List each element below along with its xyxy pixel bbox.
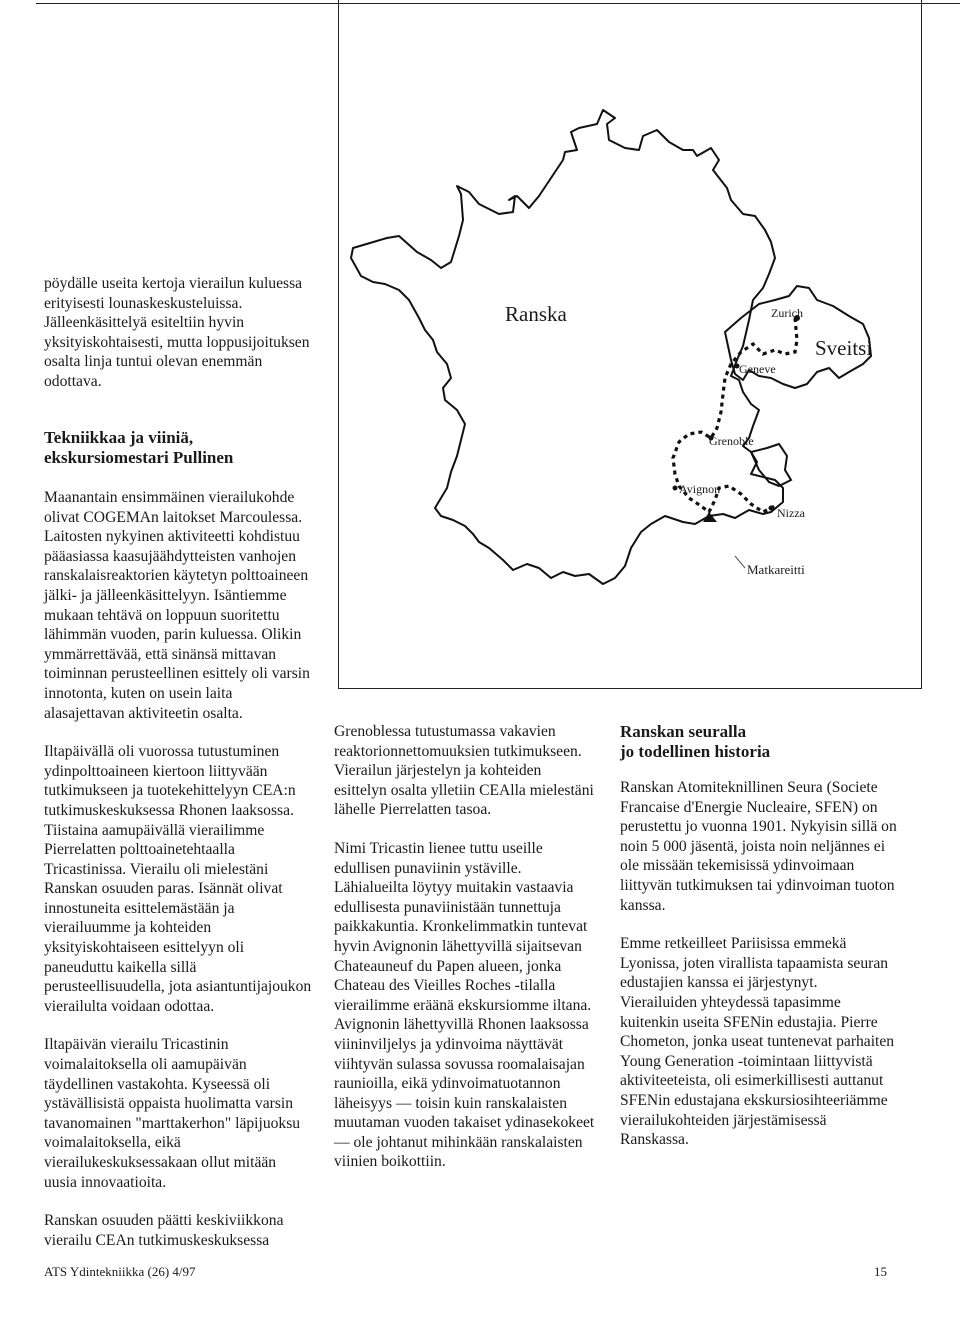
heading-line-2: ekskursiomestari Pullinen [44,448,234,467]
legend-leader [735,556,745,568]
heading-line-1: Ranskan seuralla [620,722,747,741]
middle-column [334,722,596,1172]
map-label-geneve: Geneve [739,362,776,376]
paragraph-grenoble: Grenoblessa tutustumassa vakavien reaktorionnettomuuksien tutkimukseen. Vierailun järjestelyn ja kohteiden esittelyn osalta ylletiin CEAlla mielestäni lähelle Pierrelatten tasoa. [334,723,594,819]
section1-body [44,488,312,1250]
map-label-zurich: Zurich [771,306,803,320]
map-legend-matkareitti: Matkareitti [747,562,805,577]
paragraph-sfen-meetings: Emme retkeilleet Pariisissa emmekä Lyonissa, joten virallista tapaamista seuran edustajien kanssa ei järjestynyt. Vierailuiden yhteydessä tapasimme kuitenkin useita SFENin edustajia. Pierre Chometon, jonka useat tuntenevat parhaiten Young Generation -toimintaan liittyvistä aktiviteeteista, oli esimerkillisesti auttanut SFENin edustajana ekskursiosihteeriämme vierailukohteiden järjestämisessä Ranskassa. [620,935,895,1149]
route-arrow-icon [703,512,717,522]
paragraph-tricastin: Iltapäivän vierailu Tricastinin voimalaitoksella oli aamupäivän täydellinen vastakohta. Kyseessä oli ystävällisistä oppaista huolimatta varsin tavanomainen "marttakerhon" läpijuoksu voimalaitoksella, eikä vierailukeskuksessakaan ollut mitään uusia innovaatioita. [44,1036,301,1191]
map-label-avignon: Avignon [679,482,721,496]
map-label-sveitsi: Sveitsi [815,336,873,360]
map-label-grenoble: Grenoble [709,434,754,448]
map-label-ranska: Ranska [505,302,567,326]
france-outline [351,110,783,584]
heading-line-1: Tekniikkaa ja viiniä, [44,428,194,447]
section-heading-tekniikkaa [44,428,324,468]
footer-publication: ATS Ydintekniikka (26) 4/97 [44,1264,196,1279]
paragraph-sfen: Ranskan Atomiteknillinen Seura (Societe Francaise d'Energie Nucleaire, SFEN) on perustettu jo vuonna 1901. Nykyisin sillä on noin 5 000 jäsentä, joista noin neljännes ei ole missään tekemisissä ydinvoimaan liittyvän tutkimuksen tai ydinvoiman tuoton kanssa. [620,779,897,914]
map-figure [338,0,922,689]
map-label-nizza: Nizza [777,506,805,520]
paragraph-tricastin-wine: Nimi Tricastin lienee tuttu useille edullisen punaviinin ystäville. Lähialueilta löytyy muitakin vastaavia edullisesta punaviinistään tunnettuja paikkakuntia. Kronkelimmatkin tuntevat hyvin Avignonin lähettyvillä sijaitsevan Chateauneuf du Papen alueen, jonka Chateau des Vieilles Roches -tilalla vierailimme eräänä ekskursiomme iltana. Avignonin lähettyvillä Rhonen laaksossa viininviljelys ja ydinvoima näyttävät viihtyvän sulassa sovussa roomalaisajan raunioilla, eikä ydinvoimatuotannon läheisyys — toisin kuin ranskalaisten muutaman vuoden takaiset ydinasekokeet — ole johtanut mihinkään ranskalaisten viinien boikottiin. [334,839,595,1171]
avignon-dot [673,486,678,491]
intro-paragraph-block [44,274,312,392]
paragraph-marcoule: Maanantain ensimmäinen vierailukohde olivat COGEMAn laitokset Marcoulessa. Laitosten nykyinen aktiviteetti kohdistuu pääasiassa kaasujäähdytteisten vanhojen ranskalaisreaktorien käytetyn polttoaineen jälki- ja jälleenkäsittelyyn. Isäntiemme mukaan tehtävä on loppuun suoritettu lähimmän vuoden, parin kuluessa. Olikin ymmärrettävää, että sinänsä mittavan toiminnan perusteellinen esittely oli varsin innotonta, kuten on usein laita alasajettavan aktiviteetin osalta. [44,489,310,722]
right-column [620,778,898,1150]
paragraph-closing: Ranskan osuuden päätti keskiviikkona vierailu CEAn tutkimuskeskuksessa [44,1212,284,1249]
section-heading-ranskan-seura [620,722,900,762]
intro-text: pöydälle useita kertoja vierailun kuluessa erityisesti lounaskeskusteluissa. Jälleenkäsittelyä esiteltiin hyvin yksityiskohtaisesti, mutta loppusijoituksen osalta linja tuntui olevan enemmän odottava. [44,275,310,390]
heading-line-2: jo todellinen historia [620,742,771,761]
footer-page-number: 15 [874,1264,887,1279]
nizza-dot [769,506,774,511]
paragraph-afternoon: Iltapäivällä oli vuorossa tutustuminen ydinpolttoaineen kiertoon liittyvään tutkimukseen ja tuotekehittelyyn CEA:n tutkimuskeskuksessa Rhonen laaksossa. Tiistaina aamupäivällä vierailimme Pierrelatten polttoainetehtaalla Tricastinissa. Vierailu oli mielestäni Ranskan osuuden paras. Isännät olivat innostuneita esittelemästään ja vierailuumme ja kohteiden yksityiskohtaiseen esittelyyn oli paneuduttu kaikella sillä perusteellisuudella, jota asiantuntijajoukon vierailulta voidaan odottaa. [44,743,312,1015]
